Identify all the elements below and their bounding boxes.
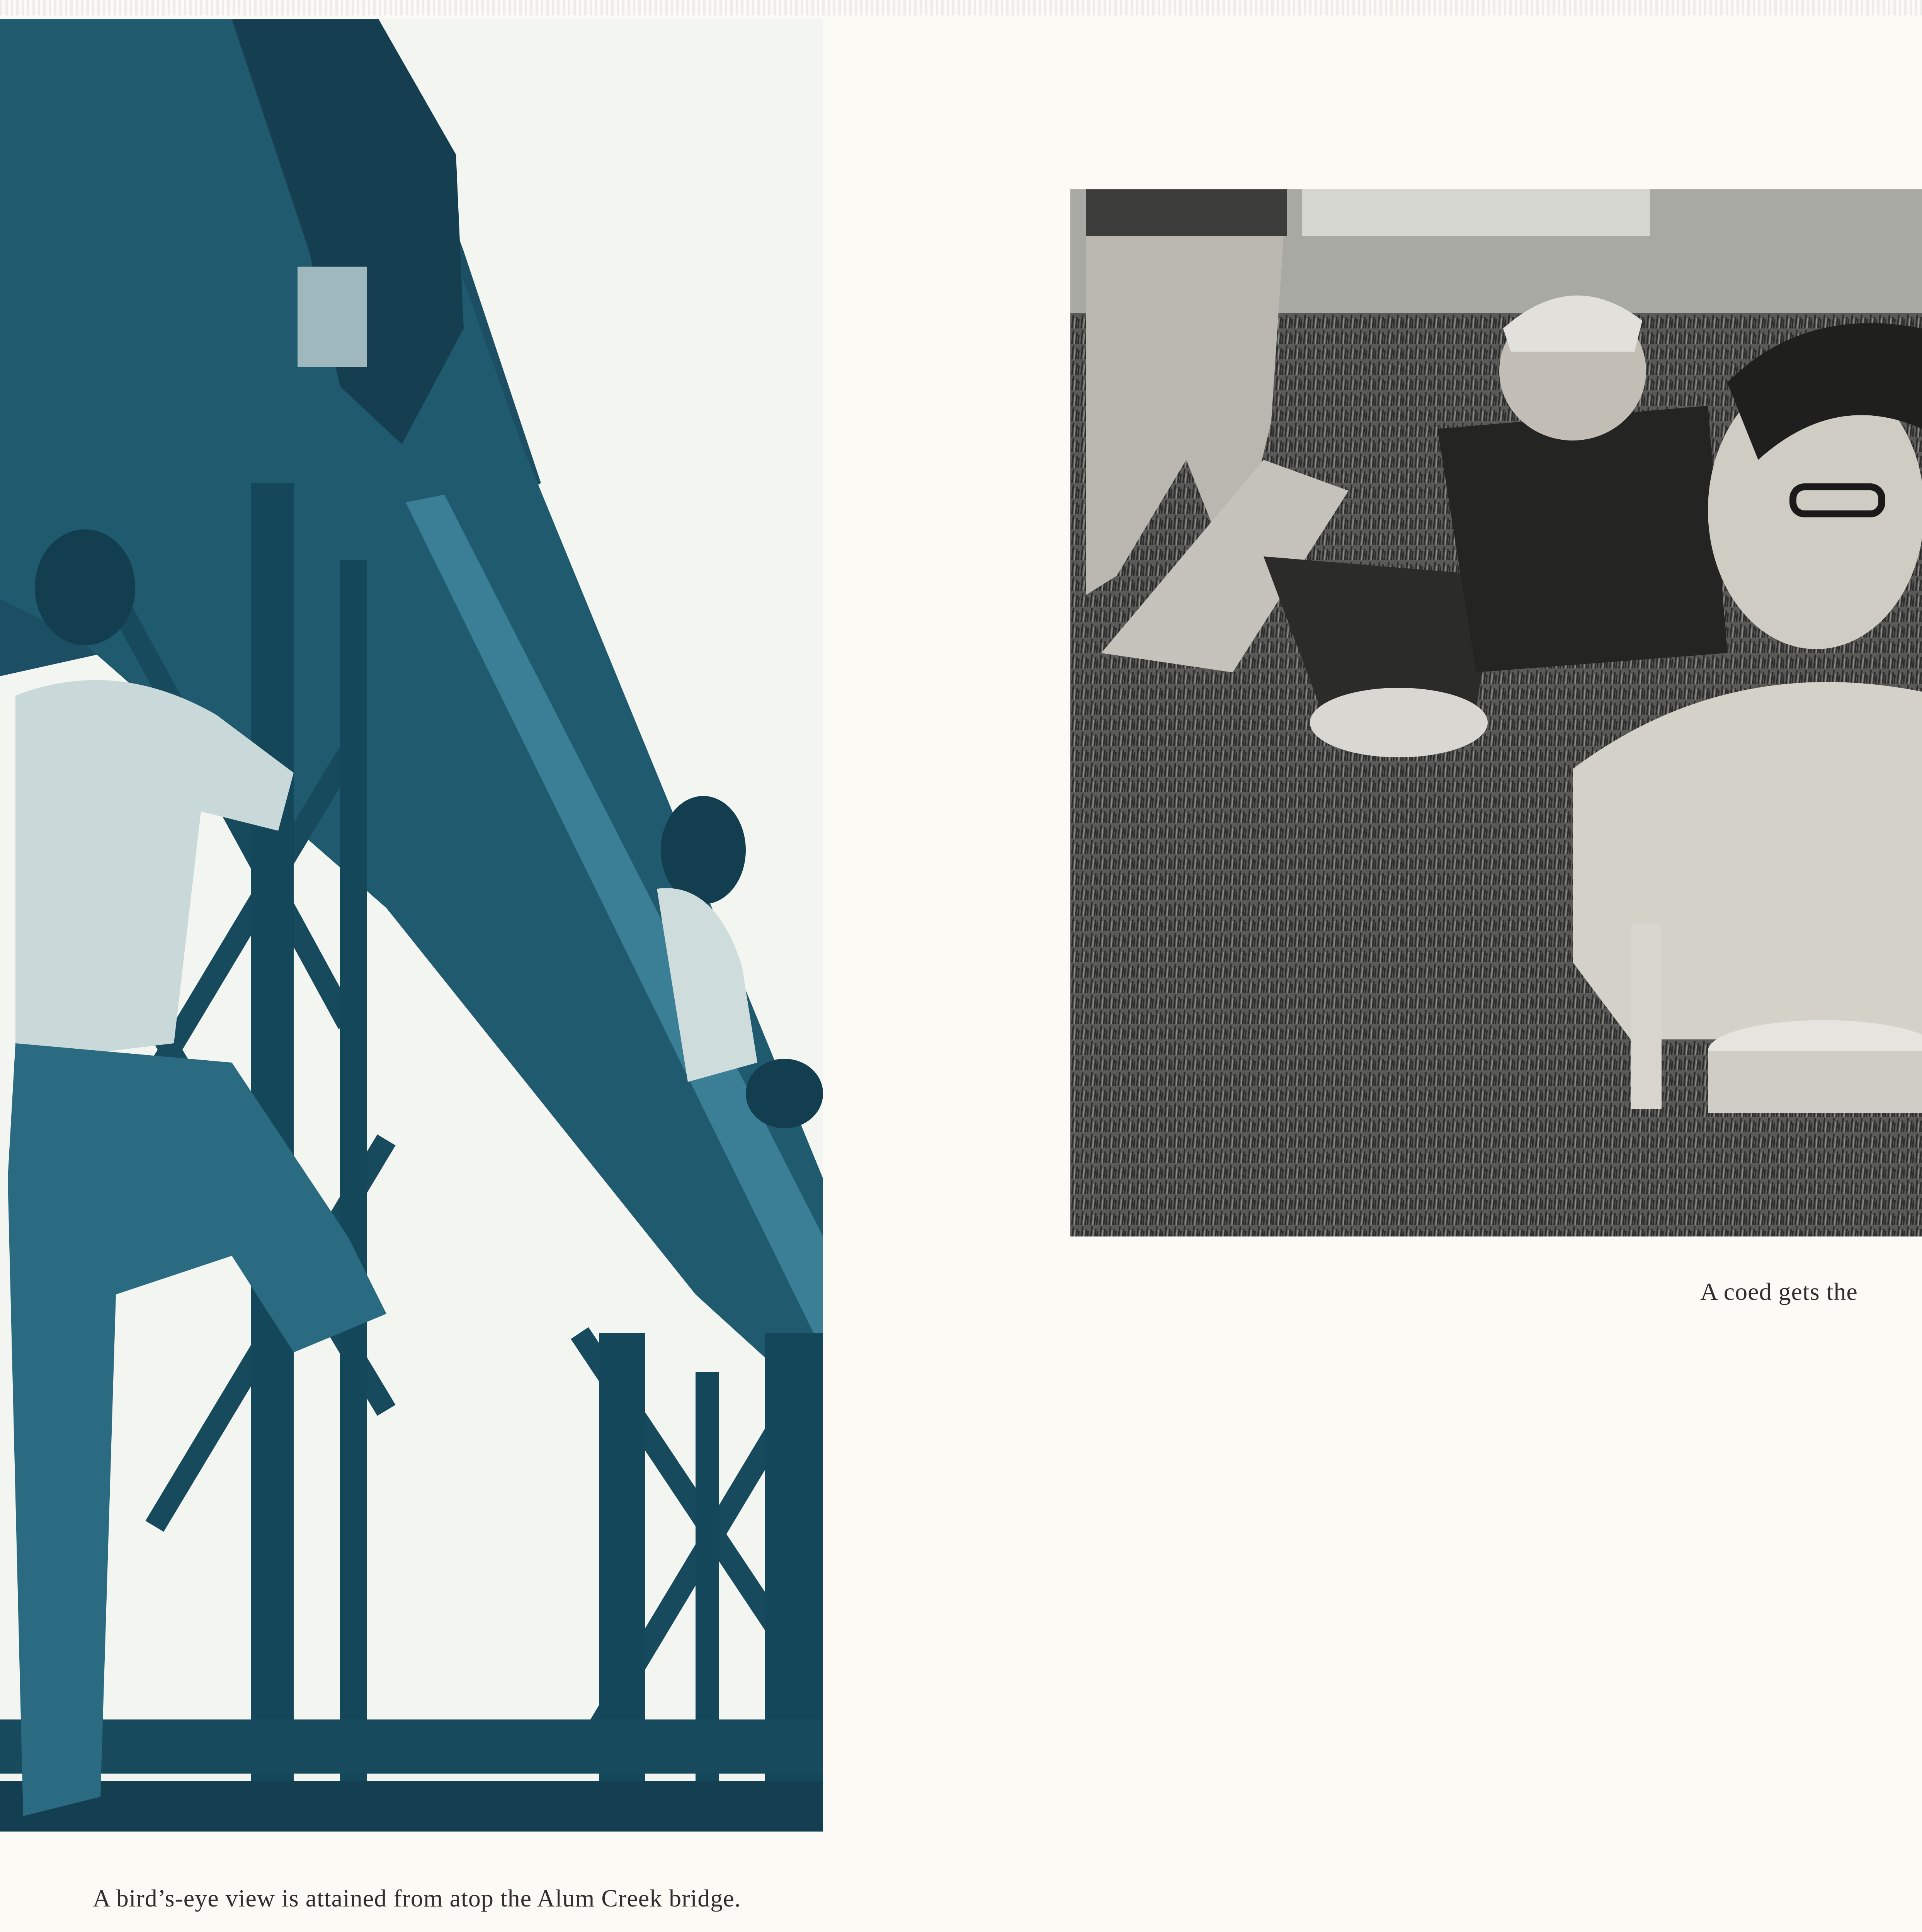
page-top-edge xyxy=(0,0,1922,15)
coed-photo-caption: A coed gets the xyxy=(1700,1278,1858,1305)
bridge-photo xyxy=(0,19,823,1832)
bridge-photo-caption: A bird’s-eye view is attained from atop the Alum Creek bridge. xyxy=(93,1884,741,1912)
coeds-photo xyxy=(1070,189,1922,1236)
